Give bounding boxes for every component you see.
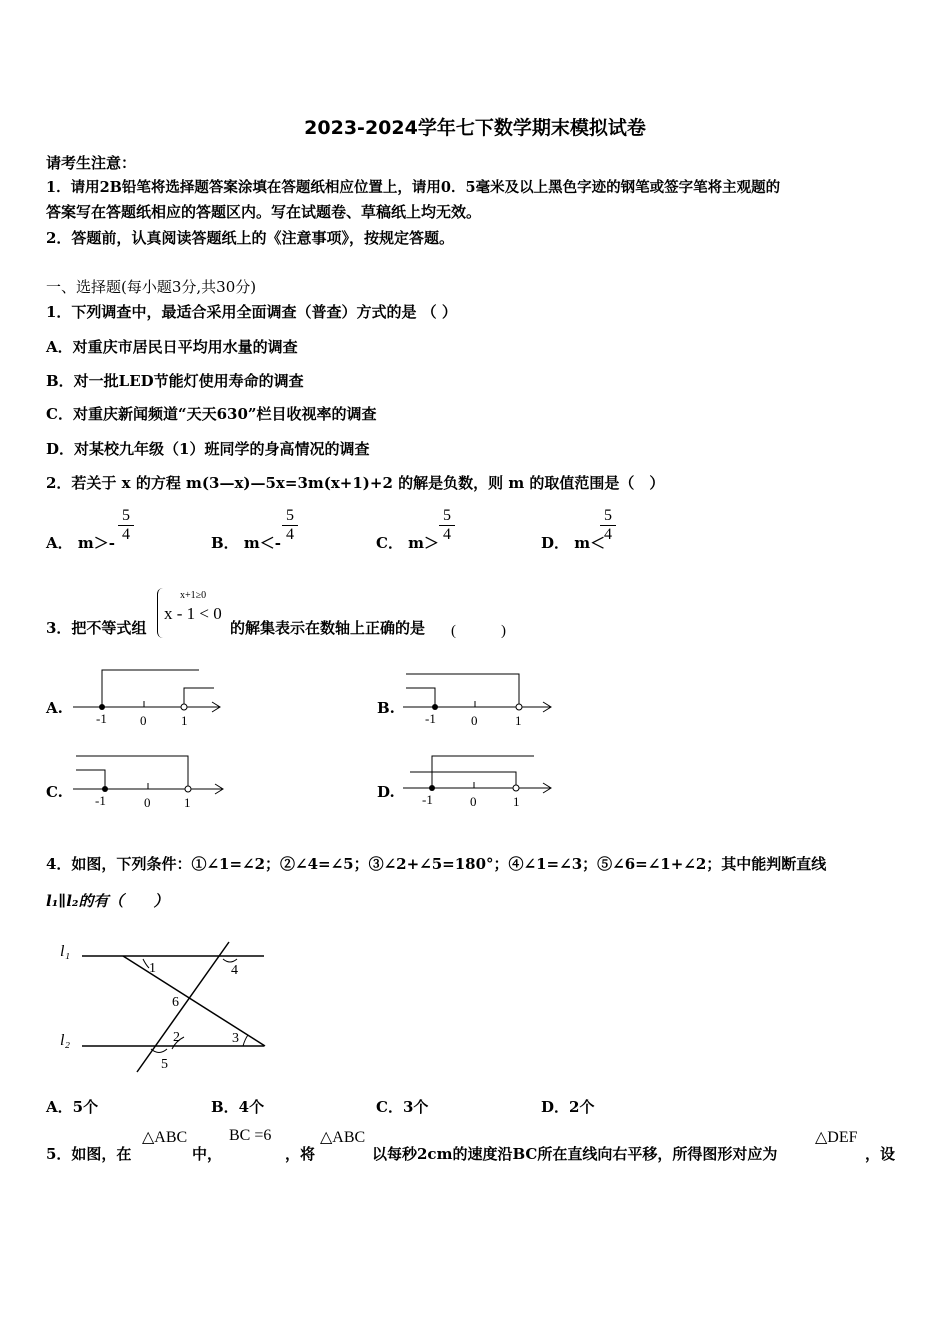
q3-label-b: B. — [377, 699, 395, 717]
q3-label-c: C. — [46, 783, 63, 801]
angle-label: 4 — [231, 963, 238, 978]
q1-stem: 1．下列调查中，最适合采用全面调查（普查）方式的是 （ ） — [46, 303, 457, 321]
line-label-l2: l₂ — [60, 1032, 71, 1049]
q3-numberline-c — [68, 748, 228, 814]
tick-label: 1 — [513, 794, 520, 809]
q4-option-a: A．5个 — [46, 1098, 99, 1116]
q5-triangle-def: △DEF — [815, 1129, 858, 1146]
q3-numberline-a — [68, 664, 228, 730]
notice-line-1b: 答案写在答题纸相应的答题区内。写在试题卷、草稿纸上均无效。 — [46, 203, 482, 221]
page-title: 2023-2024学年七下数学期末模拟试卷 — [304, 117, 646, 139]
q1-option-d: D．对某校九年级（1）班同学的身高情况的调查 — [46, 440, 370, 458]
q2-option-a: A． m＞- — [46, 534, 115, 552]
angle-label: 5 — [161, 1057, 168, 1072]
q3-label-d: D. — [377, 783, 395, 801]
q2-c-fraction: $\frac{5}{4}$ — [439, 507, 455, 544]
q5-text-4: 以每秒2cm的速度沿BC所在直线向右平移，所得图形对应为 — [372, 1145, 778, 1163]
tick-label: 1 — [515, 713, 522, 728]
tick-label: 0 — [144, 795, 151, 810]
q5-triangle-abc-2: △ABC — [320, 1129, 366, 1146]
q4-figure — [55, 935, 275, 1075]
q4-stem-a: 4．如图，下列条件：①∠1=∠2；②∠4=∠5；③∠2+∠5=180°；④∠1=∠3；⑤∠6=∠1+∠2；其中能判断直线 — [46, 855, 827, 873]
q3-stem-a: 3．把不等式组 — [46, 619, 147, 637]
line-label-l1: l₁ — [60, 943, 71, 960]
q5-text-5: ，设 — [865, 1145, 896, 1163]
q1-option-b: B．对一批LED节能灯使用寿命的调查 — [46, 372, 304, 390]
q5-bc-value: BC =6 — [229, 1127, 272, 1144]
q5-triangle-abc: △ABC — [142, 1129, 188, 1146]
q3-inequality-system — [157, 588, 228, 638]
angle-label: 2 — [173, 1030, 180, 1045]
q3-stem-b: 的解集表示在数轴上正确的是 — [230, 619, 426, 637]
tick-label: -1 — [95, 793, 106, 808]
tick-label: 1 — [181, 713, 188, 728]
q4-stem-b: l₁∥l₂的有（ ） — [46, 892, 169, 910]
q5-text-1: 5．如图，在 — [46, 1145, 132, 1163]
tick-label: 0 — [470, 794, 477, 809]
q4-option-b: B．4个 — [211, 1098, 265, 1116]
tick-label: -1 — [422, 792, 433, 807]
notice-line-1a: 1．请用2B铅笔将选择题答案涂填在答题纸相应位置上，请用0．5毫米及以上黑色字迹的钢笔或签字笔将主观题的 — [46, 179, 781, 196]
tick-label: 1 — [184, 795, 191, 810]
angle-label: 3 — [232, 1031, 239, 1046]
angle-label: 6 — [172, 995, 179, 1010]
angle-label: 1 — [149, 961, 156, 976]
tick-label: -1 — [96, 711, 107, 726]
section-heading: 一、选择题(每小题3分,共30分) — [46, 278, 257, 296]
q4-option-c: C．3个 — [376, 1098, 429, 1116]
q3-inequality-top: x+1≥0 — [180, 590, 207, 601]
tick-label: -1 — [425, 711, 436, 726]
q2-option-d: D． m＜ — [541, 534, 606, 552]
q1-option-c: C．对重庆新闻频道“天天630”栏目收视率的调查 — [46, 405, 377, 423]
q4-option-d: D．2个 — [541, 1098, 595, 1116]
q2-a-fraction: $\frac{5}{4}$ — [118, 507, 134, 544]
q5-text-3: ，将 — [285, 1145, 316, 1163]
q2-d-fraction: $\frac{5}{4}$ — [600, 507, 616, 544]
notice-line-2: 2．答题前，认真阅读答题纸上的《注意事项》，按规定答题。 — [46, 229, 454, 247]
notice-heading: 请考生注意： — [46, 154, 137, 172]
q3-answer-paren: ( ) — [451, 623, 506, 639]
q3-numberline-d — [398, 748, 558, 814]
q3-label-a: A. — [46, 699, 63, 717]
q2-stem: 2．若关于 x 的方程 m(3—x)—5x=3m(x+1)+2 的解是负数，则 m 的取值范围是（ ） — [46, 474, 665, 492]
q1-option-a: A．对重庆市居民日平均用水量的调查 — [46, 338, 298, 356]
q5-text-2: 中， — [192, 1145, 223, 1163]
q3-numberline-b — [398, 664, 558, 730]
q2-option-b: B． m＜- — [211, 534, 281, 552]
q3-inequality-bottom: x - 1 < 0 — [164, 604, 222, 623]
tick-label: 0 — [140, 713, 147, 728]
q2-b-fraction: $\frac{5}{4}$ — [282, 507, 298, 544]
q2-option-c: C． m＞ — [376, 534, 440, 552]
tick-label: 0 — [471, 713, 478, 728]
